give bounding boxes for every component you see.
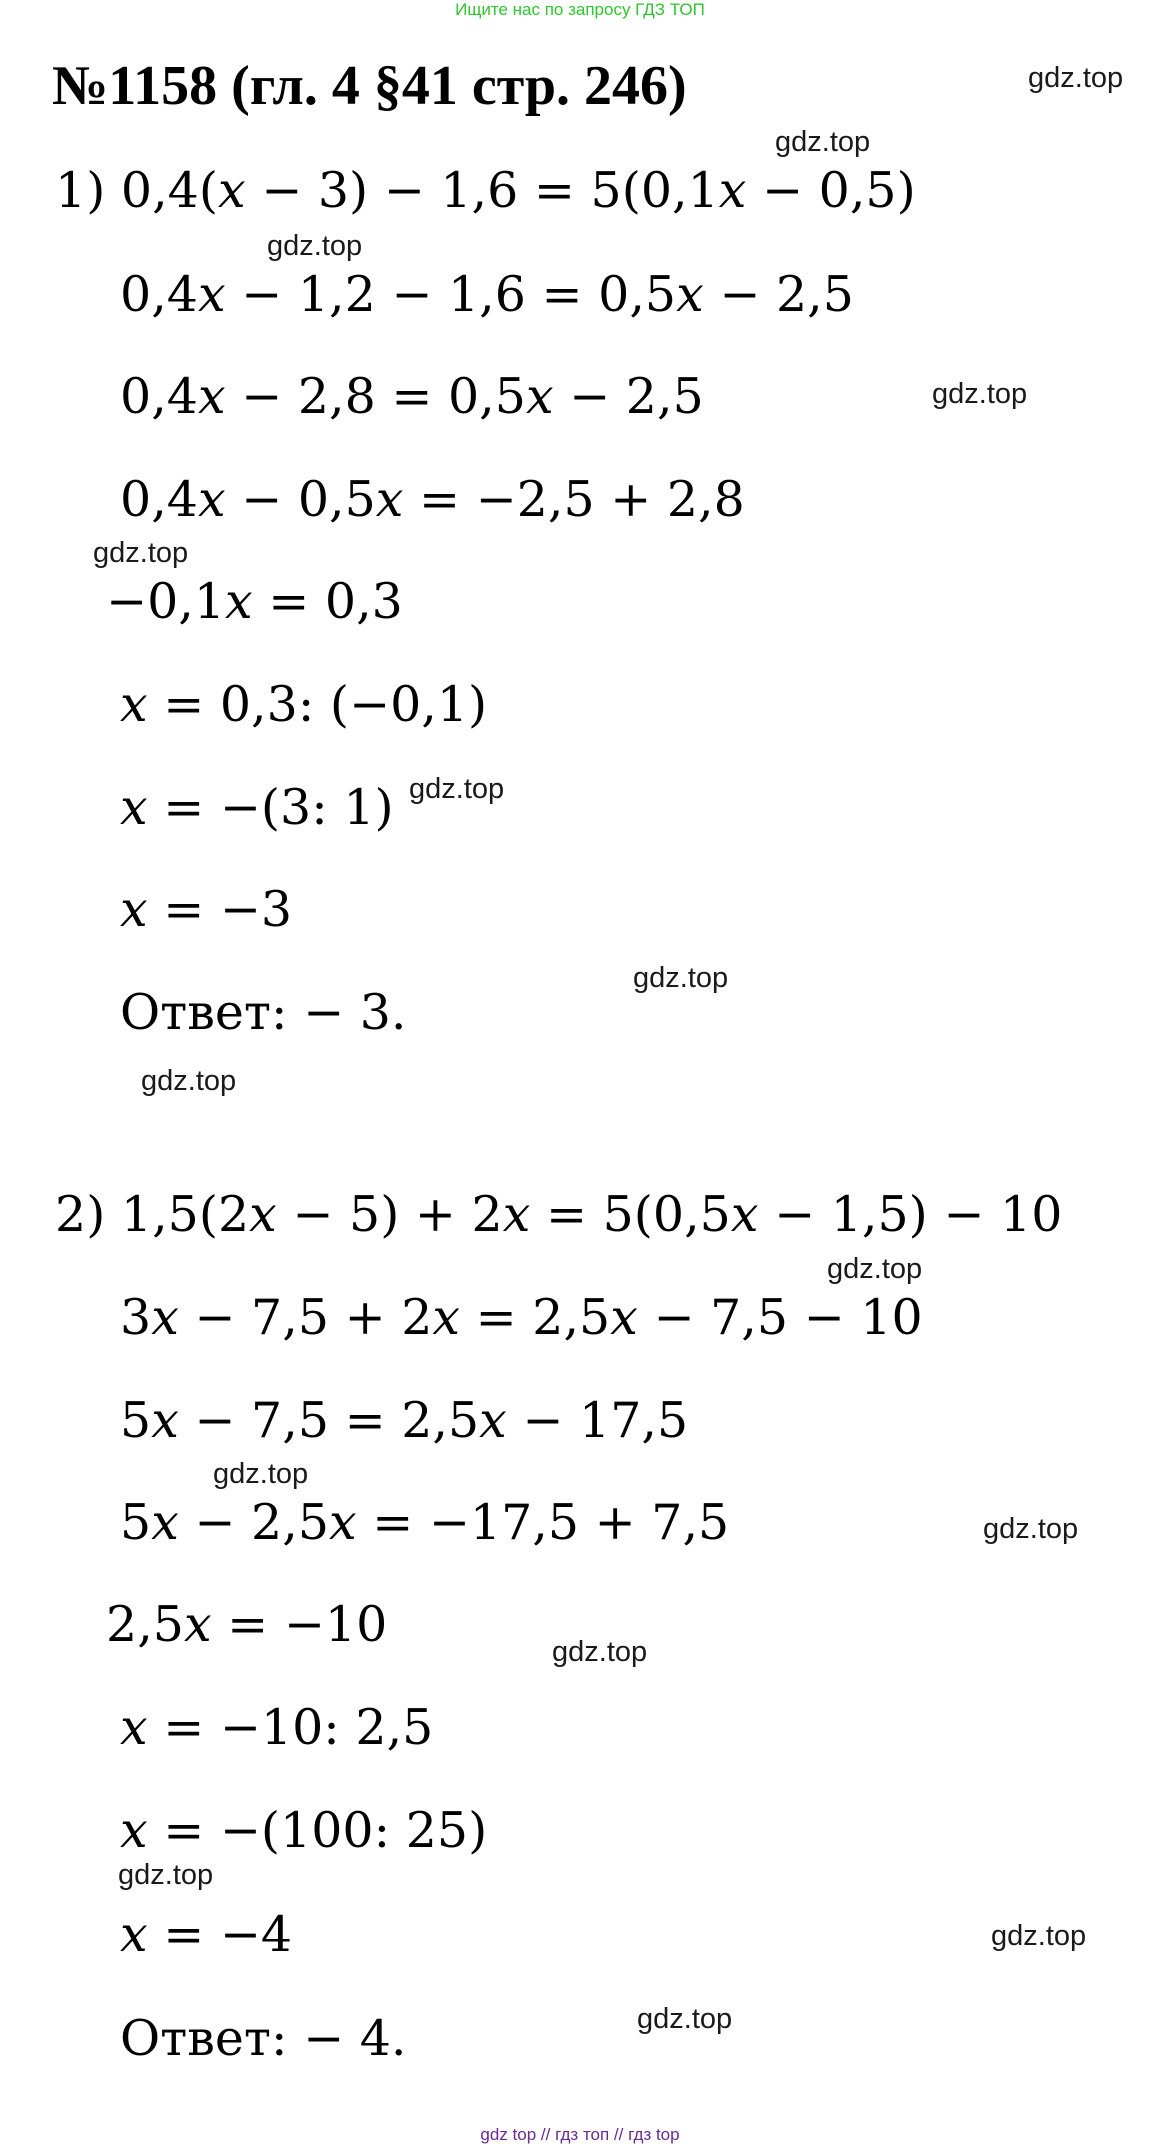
equation-line: 2) 1,5(2x − 5) + 2x = 5(0,5x − 1,5) − 10 (55, 1186, 1063, 1243)
watermark: gdz.top (552, 1636, 648, 1668)
watermark: gdz.top (775, 126, 871, 158)
watermark: gdz.top (409, 773, 505, 805)
watermark: gdz.top (633, 962, 729, 994)
equation-line: 5x − 7,5 = 2,5x − 17,5 (120, 1392, 689, 1449)
equation-line: 5x − 2,5x = −17,5 + 7,5 (120, 1494, 730, 1551)
equation-line: x = −(100: 25) (120, 1802, 488, 1859)
equation-line: 0,4x − 1,2 − 1,6 = 0,5x − 2,5 (120, 266, 854, 323)
equation-line: 2,5x = −10 (106, 1596, 388, 1653)
equation-line: 0,4x − 0,5x = −2,5 + 2,8 (120, 471, 745, 528)
watermark: gdz.top (991, 1920, 1087, 1952)
watermark: gdz.top (141, 1065, 237, 1097)
watermark: gdz.top (932, 378, 1028, 410)
equation-line: x = −(3: 1) (120, 779, 394, 836)
equation-line: x = −3 (120, 881, 293, 938)
answer-line: Ответ: − 4. (120, 2010, 407, 2067)
equation-line: −0,1x = 0,3 (106, 573, 403, 630)
watermark: gdz.top (213, 1458, 309, 1490)
equation-line: x = −10: 2,5 (120, 1699, 434, 1756)
equation-line: 0,4x − 2,8 = 0,5x − 2,5 (120, 368, 704, 425)
watermark: gdz.top (93, 537, 189, 569)
watermark: gdz.top (827, 1253, 923, 1285)
answer-line: Ответ: − 3. (120, 984, 407, 1041)
page-title: №1158 (гл. 4 §41 стр. 246) (52, 55, 687, 117)
watermark: gdz.top (983, 1513, 1079, 1545)
watermark: gdz.top (118, 1859, 214, 1891)
equation-line: x = 0,3: (−0,1) (120, 676, 488, 733)
watermark: gdz.top (637, 2003, 733, 2035)
top-banner[interactable]: Ищите нас по запросу ГДЗ ТОП (455, 0, 705, 19)
equation-line: 3x − 7,5 + 2x = 2,5x − 7,5 − 10 (120, 1289, 923, 1346)
footer-links[interactable]: gdz top // гдз топ // гдз top (480, 2125, 680, 2144)
watermark: gdz.top (267, 230, 363, 262)
equation-line: x = −4 (120, 1906, 293, 1963)
equation-line: 1) 0,4(x − 3) − 1,6 = 5(0,1x − 0,5) (55, 162, 916, 219)
watermark: gdz.top (1028, 62, 1124, 94)
